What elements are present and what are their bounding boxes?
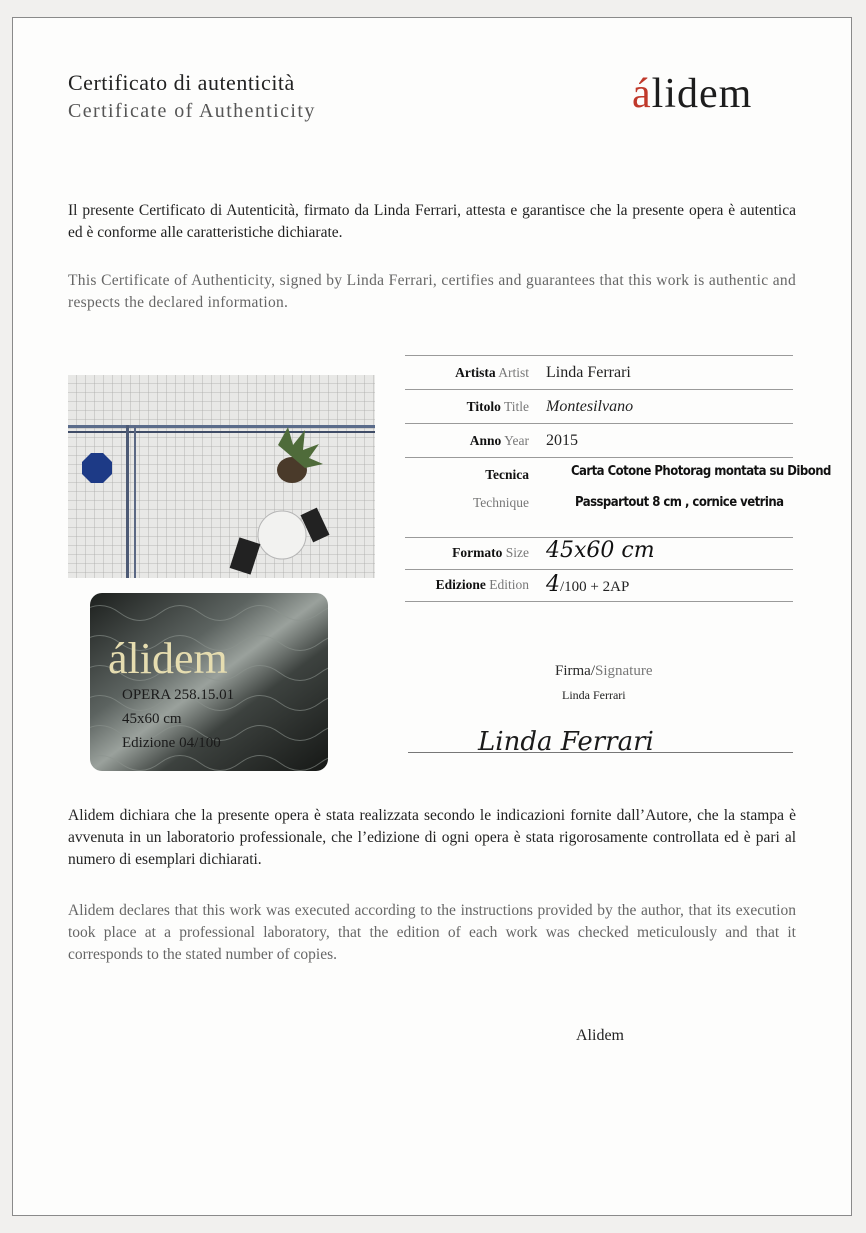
declaration-italian: Alidem dichiara che la presente opera è stata realizzata secondo le indicazioni fornite dall’Autore, che la stampa è avvenuta in un laboratorio professionale, che l’edizione di ogni opera è stata rigorosamente controllata ed è pari al numero di esemplari dichiarati.	[68, 807, 796, 868]
intro-italian: Il presente Certificato di Autenticità, firmato da Linda Ferrari, attesta e garantisce che la presente opera è autentica ed è conforme alle caratteristiche dichiarate.	[68, 202, 796, 241]
technique-label-it: Tecnica	[485, 467, 529, 482]
alidem-sign-off: Alidem	[576, 1027, 624, 1044]
hologram-size: 45x60 cm	[122, 711, 182, 727]
title-label: Titolo Title	[466, 399, 529, 414]
logo-accent-letter: á	[632, 71, 652, 117]
edition-value: 4/100 + 2AP	[546, 572, 630, 597]
signature-line	[408, 752, 793, 753]
row-technique	[405, 457, 831, 538]
technique-value-line2: Passpartout 8 cm , cornice vetrina	[575, 495, 784, 510]
signature-name: Linda Ferrari	[562, 688, 626, 702]
declaration-english: Alidem declares that this work was executed according to the instructions provided by the author, that its execution took place at a professional laboratory, that the edition of each work was checked meticulously and that it corresponds to the stated number of copies.	[68, 902, 796, 963]
certificate-title-italian: Certificato di autenticità	[68, 70, 295, 95]
size-label: Formato Size	[452, 545, 529, 560]
row-year	[405, 423, 793, 458]
row-title	[405, 389, 793, 424]
table-bottom-rule	[405, 601, 793, 603]
alidem-logo	[632, 70, 752, 118]
hologram-edition: Edizione 04/100	[122, 735, 221, 751]
artist-label: Artista Artist	[455, 365, 529, 380]
title-value: Montesilvano	[546, 398, 634, 415]
svg-text:Linda Ferrari: Linda Ferrari	[478, 727, 654, 757]
row-size	[405, 537, 793, 570]
year-label: Anno Year	[469, 433, 529, 448]
hologram-opera: OPERA 258.15.01	[122, 687, 235, 703]
row-edition	[405, 569, 793, 602]
artwork-photo	[68, 375, 375, 578]
year-value: 2015	[546, 432, 578, 449]
signature-label: Firma/Signature	[555, 663, 653, 679]
size-value: 45x60 cm	[546, 538, 655, 563]
logo-text: lidem	[651, 71, 753, 117]
certificate-title-english: Certificate of Authenticity	[68, 100, 316, 122]
technique-value-line1: Carta Cotone Photorag montata su Dibond	[571, 464, 831, 479]
artist-value: Linda Ferrari	[546, 364, 631, 381]
technique-label-en: Technique	[472, 495, 529, 510]
edition-label: Edizione Edition	[435, 577, 529, 592]
hologram-seal	[90, 593, 328, 771]
row-artist	[405, 355, 793, 390]
intro-english: This Certificate of Authenticity, signed by Linda Ferrari, certifies and guarantees that this work is authentic and respects the declared information.	[68, 272, 796, 311]
hologram-logo: álidem	[108, 634, 228, 683]
